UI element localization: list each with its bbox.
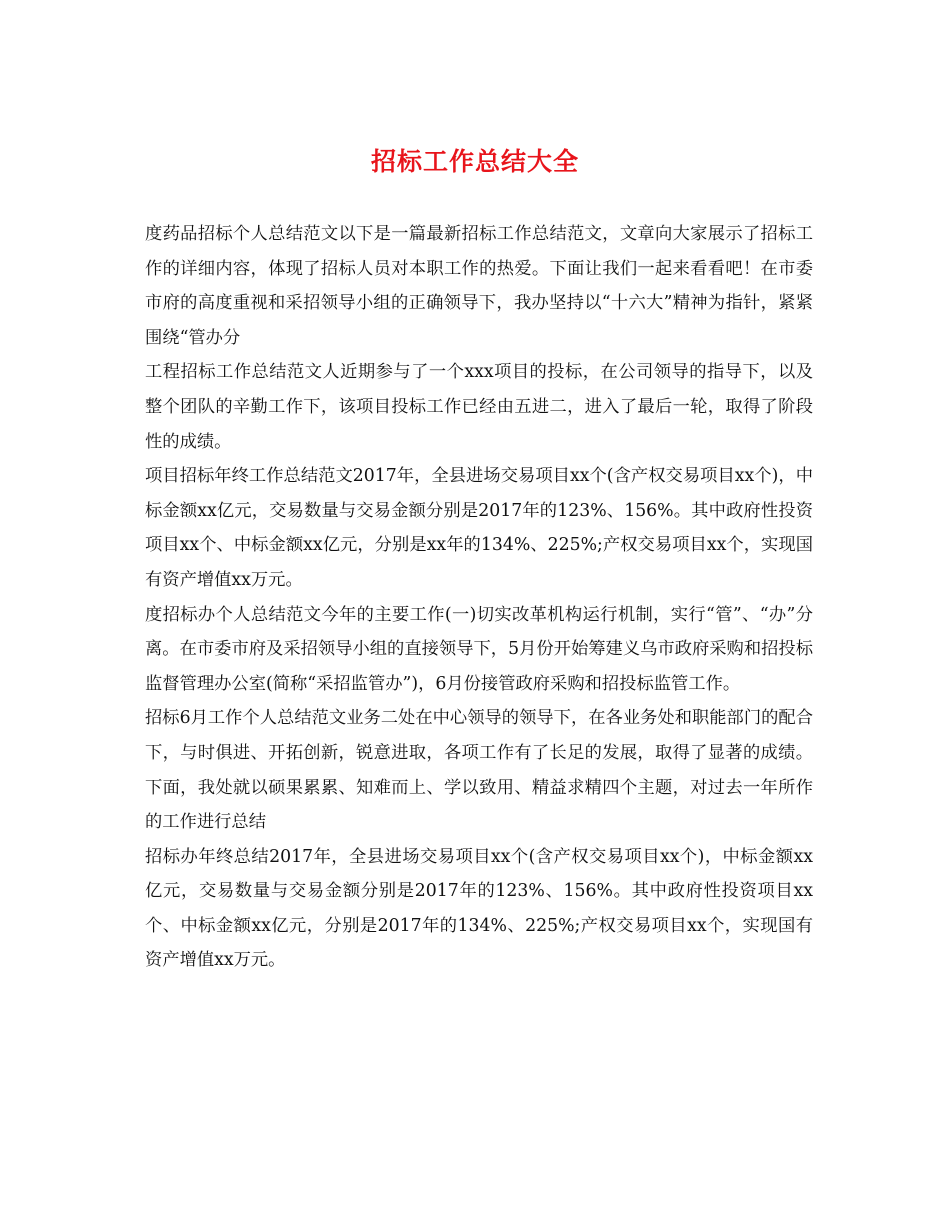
paragraph-1: 度药品招标个人总结范文以下是一篇最新招标工作总结范文，文章向大家展示了招标工作的详细内容，体现了招标人员对本职工作的热爱。下面让我们一起来看看吧！在市委市府的高度重视和采招领导小组的正确领导下，我办坚持以“十六大”精神为指针，紧紧围绕“管办分	[145, 224, 813, 348]
paragraph-3: 项目招标年终工作总结范文2017年，全县进场交易项目xx个(含产权交易项目xx个)，中标金额xx亿元，交易数量与交易金额分别是2017年的123%、156%。其中政府性投资项目xx个、中标金额xx亿元，分别是xx年的134%、225%;产权交易项目xx个，实现国有资产增值xx万元。	[145, 466, 813, 590]
paragraph-6: 招标办年终总结2017年，全县进场交易项目xx个(含产权交易项目xx个)，中标金额xx亿元，交易数量与交易金额分别是2017年的123%、156%。其中政府性投资项目xx个、中标金额xx亿元，分别是2017年的134%、225%;产权交易项目xx个，实现国有资产增值xx万元。	[145, 846, 813, 971]
paragraph-2: 工程招标工作总结范文人近期参与了一个xxx项目的投标，在公司领导的指导下，以及整个团队的辛勤工作下，该项目投标工作已经由五进二，进入了最后一轮，取得了阶段性的成绩。	[145, 362, 813, 452]
paragraph-5: 招标6月工作个人总结范文业务二处在中心领导的领导下，在各业务处和职能部门的配合下，与时俱进、开拓创新，锐意进取，各项工作有了长足的发展，取得了显著的成绩。下面，我处就以硕果累累、知难而上、学以致用、精益求精四个主题，对过去一年所作的工作进行总结	[145, 708, 813, 833]
paragraph-4: 度招标办个人总结范文今年的主要工作(一)切实改革机构运行机制，实行“管”、“办”分离。在市委市府及采招领导小组的直接领导下，5月份开始筹建义乌市政府采购和招投标监督管理办公室(简称“采招监管办”)，6月份接管政府采购和招投标监管工作。	[145, 604, 813, 694]
document-body	[145, 217, 813, 978]
page-title: 招标工作总结大全	[370, 147, 579, 176]
